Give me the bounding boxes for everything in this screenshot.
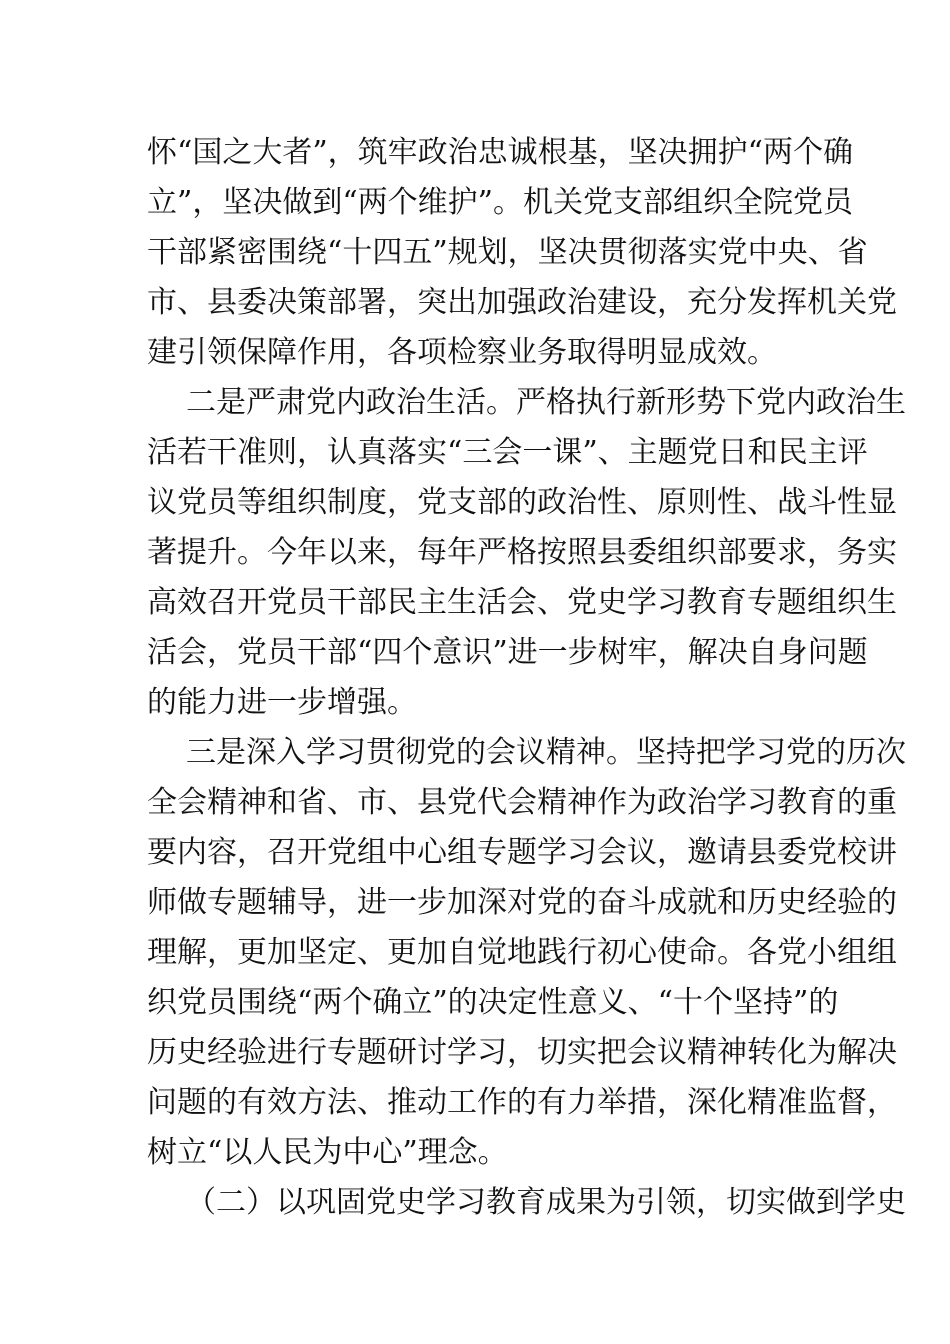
text-line: 织党员围绕“两个确立”的决定性意义、“十个坚持”的 — [147, 985, 839, 1020]
text-line: 活会，党员干部“四个意识”进一步树牢，解决自身问题 — [147, 635, 868, 670]
text-line: 理解，更加坚定、更加自觉地践行初心使命。各党小组组 — [147, 935, 897, 970]
text-line: 要内容，召开党组中心组专题学习会议，邀请县委党校讲 — [147, 835, 897, 870]
text-line: 市、县委决策部署，突出加强政治建设，充分发挥机关党 — [147, 285, 897, 320]
text-line: 怀“国之大者”，筑牢政治忠诚根基，坚决拥护“两个确 — [147, 135, 854, 170]
text-line: 干部紧密围绕“十四五”规划，坚决贯彻落实党中央、省 — [147, 235, 868, 270]
text-line: 高效召开党员干部民主生活会、党史学习教育专题组织生 — [147, 585, 897, 620]
text-line: 议党员等组织制度，党支部的政治性、原则性、战斗性显 — [147, 485, 897, 520]
text-line: 全会精神和省、市、县党代会精神作为政治学习教育的重 — [147, 785, 897, 820]
text-line: 著提升。今年以来，每年严格按照县委组织部要求，务实 — [147, 535, 897, 570]
text-line: 立”，坚决做到“两个维护”。机关党支部组织全院党员 — [147, 185, 854, 220]
text-line: 的能力进一步增强。 — [147, 685, 417, 720]
text-line: 建引领保障作用，各项检察业务取得明显成效。 — [147, 335, 777, 370]
text-line: 活若干准则，认真落实“三会一课”、主题党日和民主评 — [147, 435, 868, 470]
text-line: 树立“以人民为中心”理念。 — [147, 1135, 508, 1170]
section-heading-line: （二）以巩固党史学习教育成果为引领，切实做到学史 — [186, 1185, 906, 1220]
text-line: 师做专题辅导，进一步加深对党的奋斗成就和历史经验的 — [147, 885, 897, 920]
text-line: 历史经验进行专题研讨学习，切实把会议精神转化为解决 — [147, 1035, 897, 1070]
paragraph-first-line: 三是深入学习贯彻党的会议精神。坚持把学习党的历次 — [186, 735, 906, 770]
paragraph-first-line: 二是严肃党内政治生活。严格执行新形势下党内政治生 — [186, 385, 906, 420]
text-line: 问题的有效方法、推动工作的有力举措，深化精准监督， — [147, 1085, 897, 1120]
